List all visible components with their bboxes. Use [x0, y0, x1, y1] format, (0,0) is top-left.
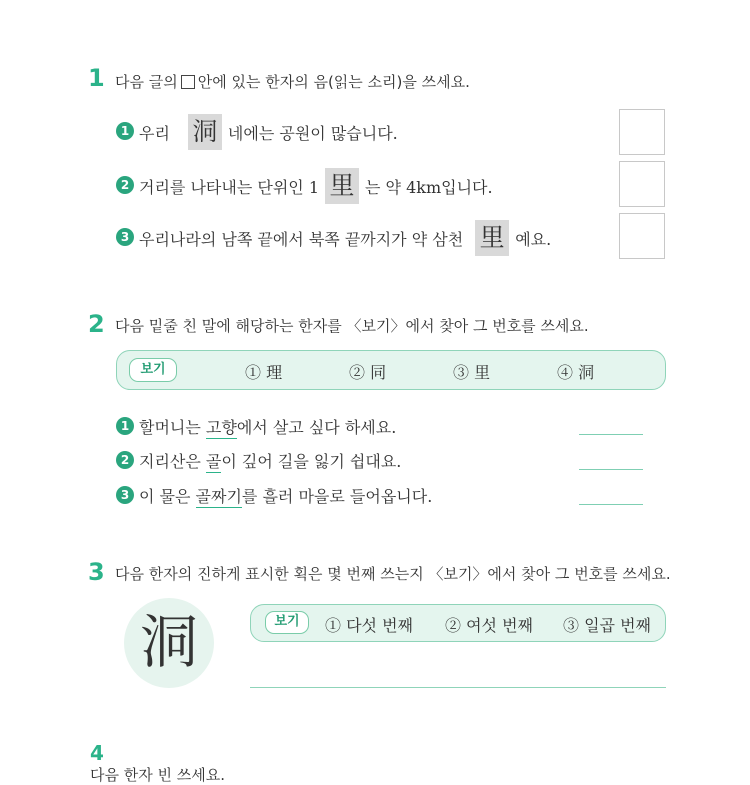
q1-item-3-before: 우리나라의 남쪽 끝에서 북쪽 끝까지가 약 삼천: [139, 229, 464, 249]
q2-item-3-underlined: 골짜기: [195, 487, 242, 506]
q1-item-2: [139, 167, 493, 205]
q1-item-1-after: 네에는 공원이 많습니다.: [227, 123, 398, 143]
q2-bogi-label: 보기: [129, 358, 177, 382]
q3-answer-line[interactable]: [250, 687, 666, 688]
q1-item-3-hanja: 里: [475, 220, 509, 256]
question-1-number: 1: [88, 64, 105, 92]
q2-option-1: ① 理: [245, 363, 283, 382]
q3-option-2: ② 여섯 번째: [445, 616, 533, 635]
q3-option-1: ① 다섯 번째: [325, 616, 413, 635]
q1-item-2-before: 거리를 나타내는 단위인 1: [139, 177, 319, 197]
q2-item-3-after: 를 흘러 마을로 들어옵니다.: [241, 487, 433, 506]
blank-square-icon: [181, 75, 195, 89]
question-3-instruction: 다음 한자의 진하게 표시한 획은 몇 번째 쓰는지 〈보기〉에서 찾아 그 번호를 쓰세요.: [115, 565, 671, 583]
q1-answer-box-1[interactable]: [619, 109, 665, 155]
question-1-instruction: [115, 71, 470, 92]
q2-item-2: [139, 449, 401, 472]
q2-item-2-badge: 2: [116, 451, 134, 469]
q2-bogi-box: [116, 350, 666, 390]
q1-answer-box-3[interactable]: [619, 213, 665, 259]
q1-item-3-badge: 3: [116, 228, 134, 246]
question-4-partial: [90, 741, 330, 784]
q1-item-1-hanja: 洞: [188, 114, 222, 150]
q1-item-2-after: 는 약 4km입니다.: [365, 177, 493, 197]
instruction-part-1: 다음 글의: [115, 73, 178, 91]
question-3-number: 3: [88, 558, 105, 586]
q2-item-1: [139, 415, 396, 438]
instruction-part-2: 안에 있는 한자의 음(읽는 소리)을 쓰세요.: [197, 73, 470, 91]
q2-item-2-after: 이 깊어 길을 잃기 쉽대요.: [221, 452, 402, 471]
q2-option-4: ④ 洞: [557, 363, 595, 382]
q2-item-3-badge: 3: [116, 486, 134, 504]
q1-item-1-badge: 1: [116, 122, 134, 140]
q1-item-3: [139, 219, 551, 257]
q1-item-1-before: 우리: [139, 123, 170, 143]
q2-item-2-before: 지리산은: [139, 452, 206, 471]
q1-item-1: [139, 113, 398, 151]
q2-item-3: [139, 484, 432, 507]
q2-option-2: ② 同: [349, 363, 387, 382]
q2-item-1-after: 에서 살고 싶다 하세요.: [236, 418, 397, 437]
q2-item-3-before: 이 물은: [139, 487, 196, 506]
question-4-instruction: 4 다음 한자 빈 쓰세요.: [90, 741, 225, 784]
q1-answer-box-2[interactable]: [619, 161, 665, 207]
question-2-instruction: 다음 밑줄 친 말에 해당하는 한자를 〈보기〉에서 찾아 그 번호를 쓰세요.: [115, 317, 589, 335]
q2-answer-line-1[interactable]: [579, 434, 643, 435]
q3-option-3: ③ 일곱 번째: [563, 616, 651, 635]
q2-item-1-underlined: 고향: [205, 418, 237, 437]
q2-item-2-underlined: 골: [205, 452, 222, 471]
q2-option-3: ③ 里: [453, 363, 491, 382]
q1-item-3-after: 예요.: [515, 229, 552, 249]
q3-bogi-box: [250, 604, 666, 642]
q2-answer-line-2[interactable]: [579, 469, 643, 470]
q3-hanja-circle: 洞: [124, 598, 214, 688]
q1-item-2-badge: 2: [116, 176, 134, 194]
q3-bogi-label: 보기: [265, 611, 309, 634]
q2-answer-line-3[interactable]: [579, 504, 643, 505]
q2-item-1-badge: 1: [116, 417, 134, 435]
q2-item-1-before: 할머니는: [139, 418, 206, 437]
q1-item-2-hanja: 里: [325, 168, 359, 204]
question-2-number: 2: [88, 310, 105, 338]
